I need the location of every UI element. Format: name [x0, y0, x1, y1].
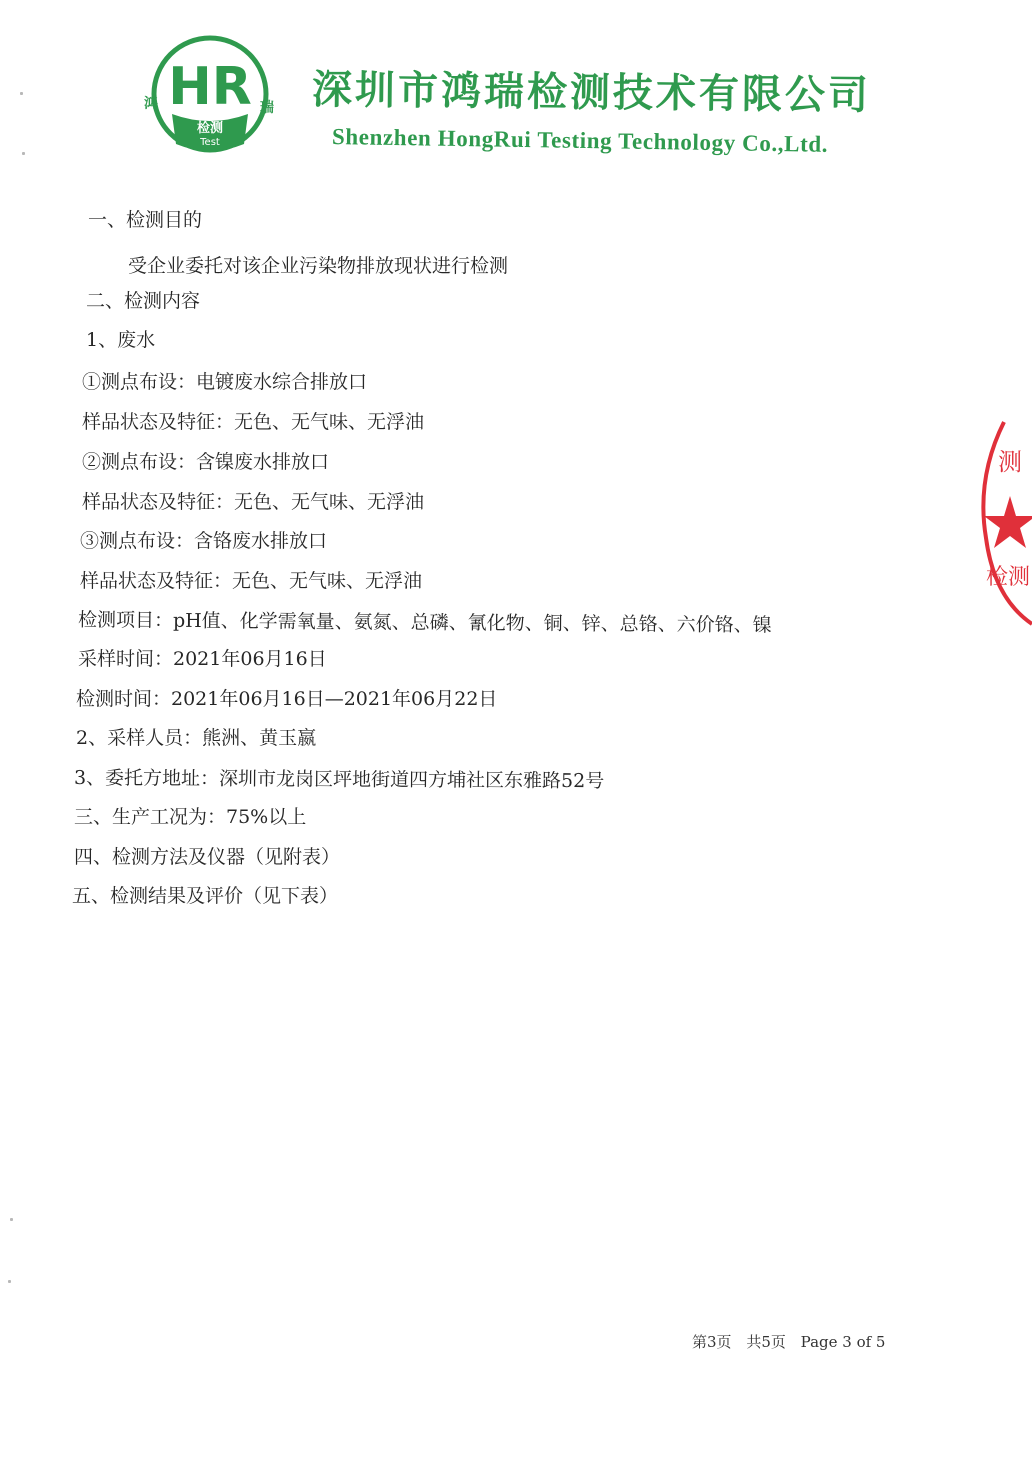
seal-text-bottom: 检测	[986, 565, 1031, 590]
red-seal-stamp	[972, 418, 1032, 628]
client-address: 3、委托方地址：深圳市龙岗区坪地街道四方埔社区东雅路52号	[73, 767, 605, 793]
logo-badge-cn: 检测	[196, 121, 224, 136]
sample-state-2: 样品状态及特征：无色、无气味、无浮油	[82, 491, 425, 513]
logo-right-char: 瑞	[260, 100, 274, 116]
monitoring-point-2: ②测点布设：含镍废水排放口	[82, 451, 330, 473]
monitoring-point-1: ①测点布设：电镀废水综合排放口	[82, 371, 368, 393]
testing-time: 检测时间：2021年06月16日—2021年06月22日	[76, 688, 498, 710]
logo-letters: HR	[168, 57, 252, 117]
purpose-text: 受企业委托对该企业污染物排放现状进行检测	[128, 255, 509, 277]
methods-and-instruments: 四、检测方法及仪器（见附表）	[74, 846, 341, 868]
logo-left-char: 鸿	[144, 96, 158, 112]
company-name-cn: 深圳市鸿瑞检测技术有限公司	[311, 67, 872, 119]
page-number-cn: 第3页	[692, 1333, 732, 1351]
monitoring-point-3: ③测点布设：含铬废水排放口	[80, 530, 328, 552]
scan-speck	[20, 92, 23, 95]
sample-state-3: 样品状态及特征：无色、无气味、无浮油	[80, 570, 423, 592]
sampling-staff: 2、采样人员：熊洲、黄玉嬴	[76, 727, 317, 749]
scan-speck	[8, 1280, 11, 1283]
section-purpose-heading: 一、检测目的	[88, 209, 203, 231]
sample-state-1: 样品状态及特征：无色、无气味、无浮油	[82, 411, 425, 433]
test-items: 检测项目：pH值、化学需氧量、氨氮、总磷、氰化物、铜、锌、总铬、六价铬、镍	[77, 609, 772, 637]
logo-badge-en: Test	[200, 137, 220, 148]
scan-speck	[22, 152, 25, 155]
page-footer	[692, 1331, 895, 1352]
wastewater-heading: 1、废水	[86, 329, 156, 351]
hongrui-logo	[138, 32, 280, 158]
seal-text-top: 测	[998, 448, 1022, 476]
scan-speck	[10, 1218, 13, 1221]
page-number-en: Page 3 of 5	[800, 1333, 886, 1351]
page-total-cn: 共5页	[746, 1333, 786, 1351]
results-and-evaluation: 五、检测结果及评价（见下表）	[72, 885, 339, 907]
production-condition: 三、生产工况为：75%以上	[74, 806, 307, 828]
section-content-heading: 二、检测内容	[86, 290, 201, 312]
company-name-en: Shenzhen HongRui Testing Technology Co.,Ltd.	[331, 124, 829, 157]
sampling-time: 采样时间：2021年06月16日	[78, 648, 327, 670]
